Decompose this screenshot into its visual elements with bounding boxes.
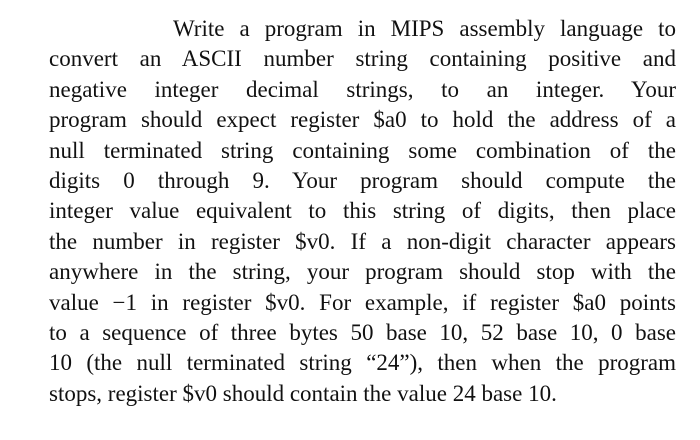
paragraph-line-4: program should expect register $a0 to hold the address of a [49, 107, 676, 133]
paragraph-line-1: Write a program in MIPS assembly language to [173, 16, 676, 41]
paragraph-line-9: anywhere in the string, your program should stop with the [49, 259, 676, 285]
paragraph-line-8: the number in register $v0. If a non-digit character appears [49, 228, 676, 254]
paragraph-line-13: stops, register $v0 should contain the value 24 base 10. [49, 380, 557, 406]
paragraph-line-3: negative integer decimal strings, to an integer. Your [49, 76, 676, 102]
problem-statement [49, 14, 676, 409]
paragraph-line-12: 10 (the null terminated string “24”), then when the program [49, 350, 676, 376]
paragraph-line-5: null terminated string containing some combination of the [49, 137, 676, 163]
paragraph-line-7: integer value equivalent to this string of digits, then place [49, 198, 676, 224]
paragraph-line-11: to a sequence of three bytes 50 base 10, 52 base 10, 0 base [49, 319, 676, 345]
paragraph-line-10: value −1 in register $v0. For example, if register $a0 points [49, 289, 676, 315]
paragraph-line-2: convert an ASCII number string containing positive and [49, 46, 676, 72]
paragraph-line-6: digits 0 through 9. Your program should compute the [49, 167, 676, 193]
